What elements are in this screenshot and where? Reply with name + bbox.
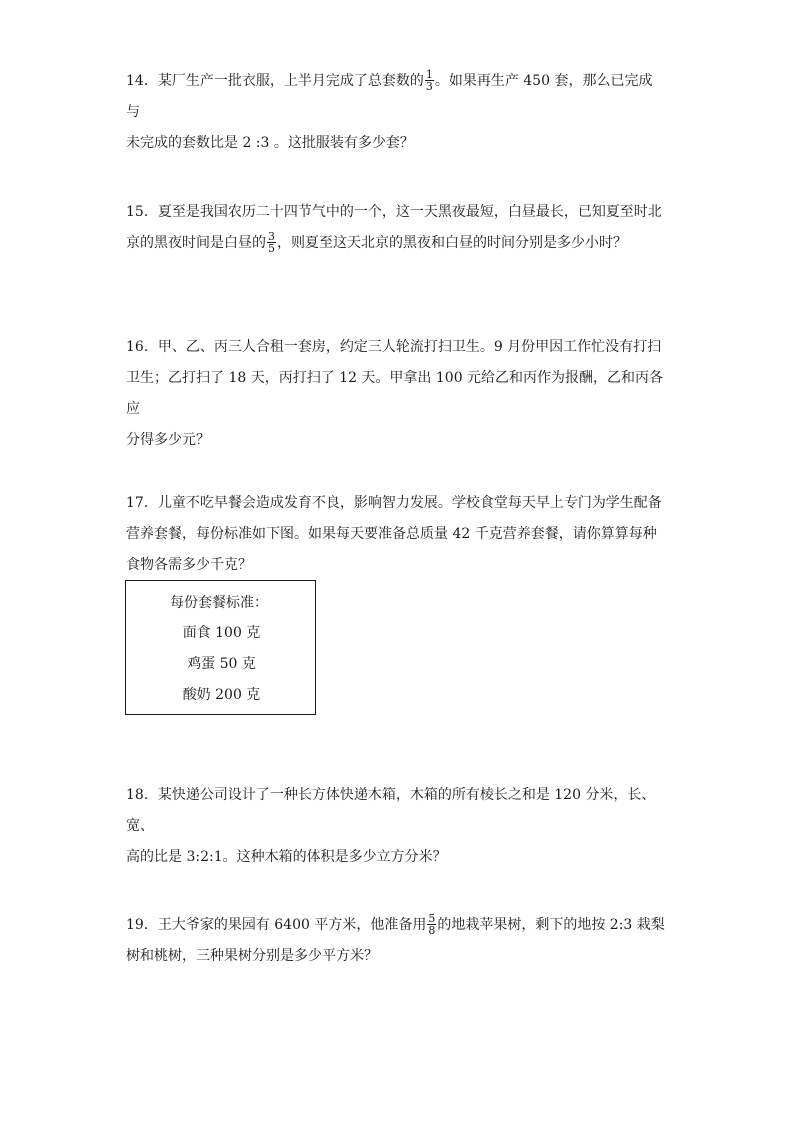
problem-line: 营养套餐，每份标准如下图。如果每天要准备总质量 42 千克营养套餐，请你算算每种 [126, 526, 657, 542]
meal-standard-title: 每份套餐标准： [170, 595, 268, 611]
problem-17 [126, 488, 666, 581]
problem-16 [126, 332, 666, 456]
fraction: $\frac{1}{3}$ [425, 67, 433, 93]
problem-line: 分得多少元？ [126, 432, 210, 448]
problem-line: 树和桃树，三种果树分别是多少平方米？ [126, 948, 378, 964]
meal-standard-box [125, 580, 316, 715]
problem-line: 食物各需多少千克？ [126, 557, 252, 573]
problem-line: 未完成的套数比是 2 :3 。这批服装有多少套？ [126, 135, 414, 151]
problem-line: 18．某快递公司设计了一种长方体快递木箱，木箱的所有棱长之和是 120 分米，长、宽、 [126, 787, 656, 834]
problem-line: 15．夏至是我国农历二十四节气中的一个，这一天黑夜最短，白昼最长，已知夏至时北 [126, 204, 662, 220]
problem-19 [126, 910, 666, 972]
problem-line: 京的黑夜时间是白昼的 $\frac{3}{5}$ ，则夏至这天北京的黑夜和白昼的时间分别是多少小时？ [126, 229, 627, 255]
meal-item-yogurt: 酸奶 200 克 [182, 687, 261, 703]
problem-line: 高的比是 3:2:1。这种木箱的体积是多少立方分米？ [126, 849, 447, 865]
problem-line: 14．某厂生产一批衣服，上半月完成了总套数的 $\frac{1}{3}$ 。如果再生产 450 套，那么已完成与 [126, 67, 653, 120]
problem-line: 19．王大爷家的果园有 6400 平方米，他准备用 $\frac{5}{8}$ 的地栽苹果树，剩下的地按 2:3 栽梨 [126, 911, 665, 937]
fraction: $\frac{3}{5}$ [268, 229, 275, 255]
problem-14 [126, 66, 666, 159]
problem-line: 卫生；乙打扫了 18 天，丙打扫了 12 天。甲拿出 100 元给乙和丙作为报酬，乙和丙各应 [126, 370, 664, 417]
problem-line: 16．甲、乙、丙三人合租一套房，约定三人轮流打扫卫生。9 月份甲因工作忙没有打扫 [126, 339, 662, 355]
fraction: $\frac{5}{8}$ [428, 911, 436, 937]
problem-line: 17．儿童不吃早餐会造成发育不良，影响智力发展。学校食堂每天早上专门为学生配备 [126, 495, 662, 511]
problem-18 [126, 780, 666, 873]
problem-15 [126, 197, 666, 259]
meal-item-eggs: 鸡蛋 50 克 [187, 656, 256, 672]
meal-item-noodles: 面食 100 克 [182, 625, 261, 641]
